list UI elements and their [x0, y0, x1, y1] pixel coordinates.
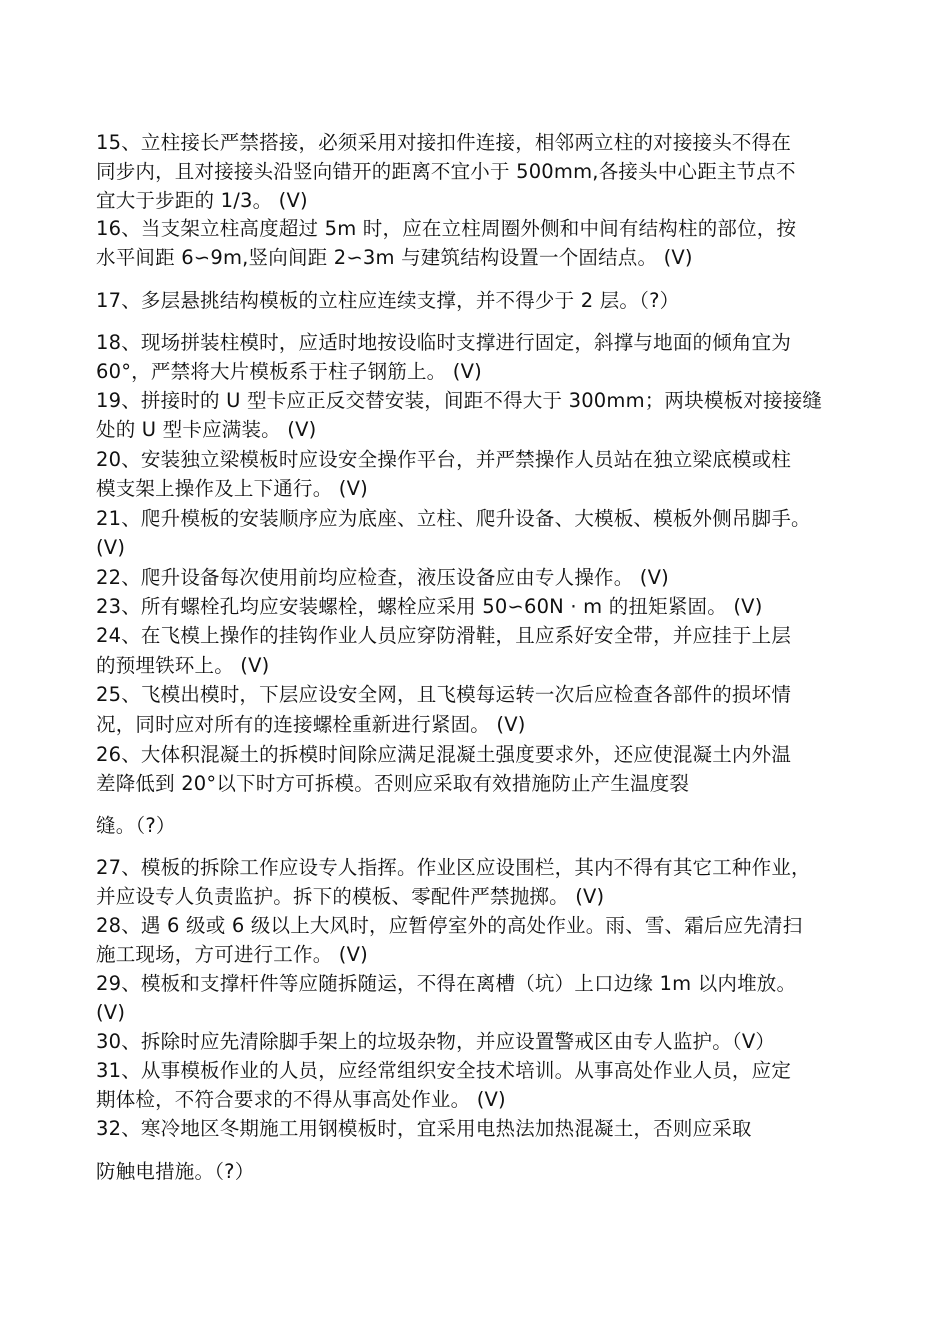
text-line: 况，同时应对所有的连接螺栓重新进行紧固。 (V) [96, 713, 526, 736]
text-line: 22、爬升设备每次使用前均应检查，液压设备应由专人操作。 (V) [96, 566, 669, 589]
text-line: 23、所有螺栓孔均应安装螺栓，螺栓应采用 50∽60N · m 的扭矩紧固。 (V) [96, 595, 763, 618]
text-line: 模支架上操作及上下通行。 (V) [96, 477, 368, 500]
text-line: 防触电措施。（?） [96, 1160, 255, 1183]
text-line: 24、在飞模上操作的挂钩作业人员应穿防滑鞋，且应系好安全带，并应挂于上层 [96, 624, 792, 647]
text-line: 28、遇 6 级或 6 级以上大风时，应暂停室外的高处作业。雨、雪、霜后应先清扫 [96, 914, 803, 937]
text-line: 15、立柱接长严禁搭接，必须采用对接扣件连接，相邻两立柱的对接接头不得在 [96, 131, 792, 154]
text-line: 26、大体积混凝土的拆模时间除应满足混凝土强度要求外，还应使混凝土内外温 [96, 743, 792, 766]
text-line: 处的 U 型卡应满装。 (V) [96, 418, 317, 441]
text-line: 21、爬升模板的安装顺序应为底座、立柱、爬升设备、大模板、模板外侧吊脚手。 [96, 507, 811, 530]
text-line: 18、现场拼装柱模时，应适时地按设临时支撑进行固定，斜撑与地面的倾角宜为 [96, 331, 792, 354]
text-line: 19、拼接时的 U 型卡应正反交替安装，间距不得大于 300mm；两块模板对接接缝 [96, 389, 823, 412]
text-line: 32、寒冷地区冬期施工用钢模板时，宜采用电热法加热混凝土，否则应采取 [96, 1117, 752, 1140]
text-line: 宜大于步距的 1/3。 (V) [96, 189, 308, 212]
text-line: 29、模板和支撑杆件等应随拆随运，不得在离槽（坑）上口边缘 1m 以内堆放。 [96, 972, 797, 995]
text-line: 的预埋铁环上。 (V) [96, 654, 270, 677]
text-line: 31、从事模板作业的人员，应经常组织安全技术培训。从事高处作业人员，应定 [96, 1059, 792, 1082]
text-line: 25、飞模出模时，下层应设安全网，且飞模每运转一次后应检查各部件的损坏情 [96, 683, 792, 706]
text-line: 27、模板的拆除工作应设专人指挥。作业区应设围栏，其内不得有其它工种作业， [96, 856, 811, 879]
text-line: 同步内，且对接接头沿竖向错开的距离不宜小于 500mm,各接头中心距主节点不 [96, 160, 796, 183]
text-line: 30、拆除时应先清除脚手架上的垃圾杂物，并应设置警戒区由专人监护。（V） [96, 1030, 776, 1053]
text-line: 并应设专人负责监护。拆下的模板、零配件严禁抛掷。 (V) [96, 885, 605, 908]
text-line: 施工现场，方可进行工作。 (V) [96, 943, 368, 966]
text-line: (V) [96, 1001, 126, 1024]
text-line: 缝。（?） [96, 814, 176, 837]
text-line: 水平间距 6∽9m,竖向间距 2∽3m 与建筑结构设置一个固结点。 (V) [96, 246, 693, 269]
text-line: 60°，严禁将大片模板系于柱子钢筋上。 (V) [96, 360, 482, 383]
text-line: 16、当支架立柱高度超过 5m 时，应在立柱周圈外侧和中间有结构柱的部位，按 [96, 217, 797, 240]
text-line: 差降低到 20°以下时方可拆模。否则应采取有效措施防止产生温度裂 [96, 772, 690, 795]
text-line: 17、多层悬挑结构模板的立柱应连续支撑，并不得少于 2 层。（?） [96, 289, 680, 312]
text-line: 期体检，不符合要求的不得从事高处作业。 (V) [96, 1088, 506, 1111]
text-line: (V) [96, 536, 126, 559]
text-line: 20、安装独立梁模板时应设安全操作平台，并严禁操作人员站在独立梁底模或柱 [96, 448, 792, 471]
